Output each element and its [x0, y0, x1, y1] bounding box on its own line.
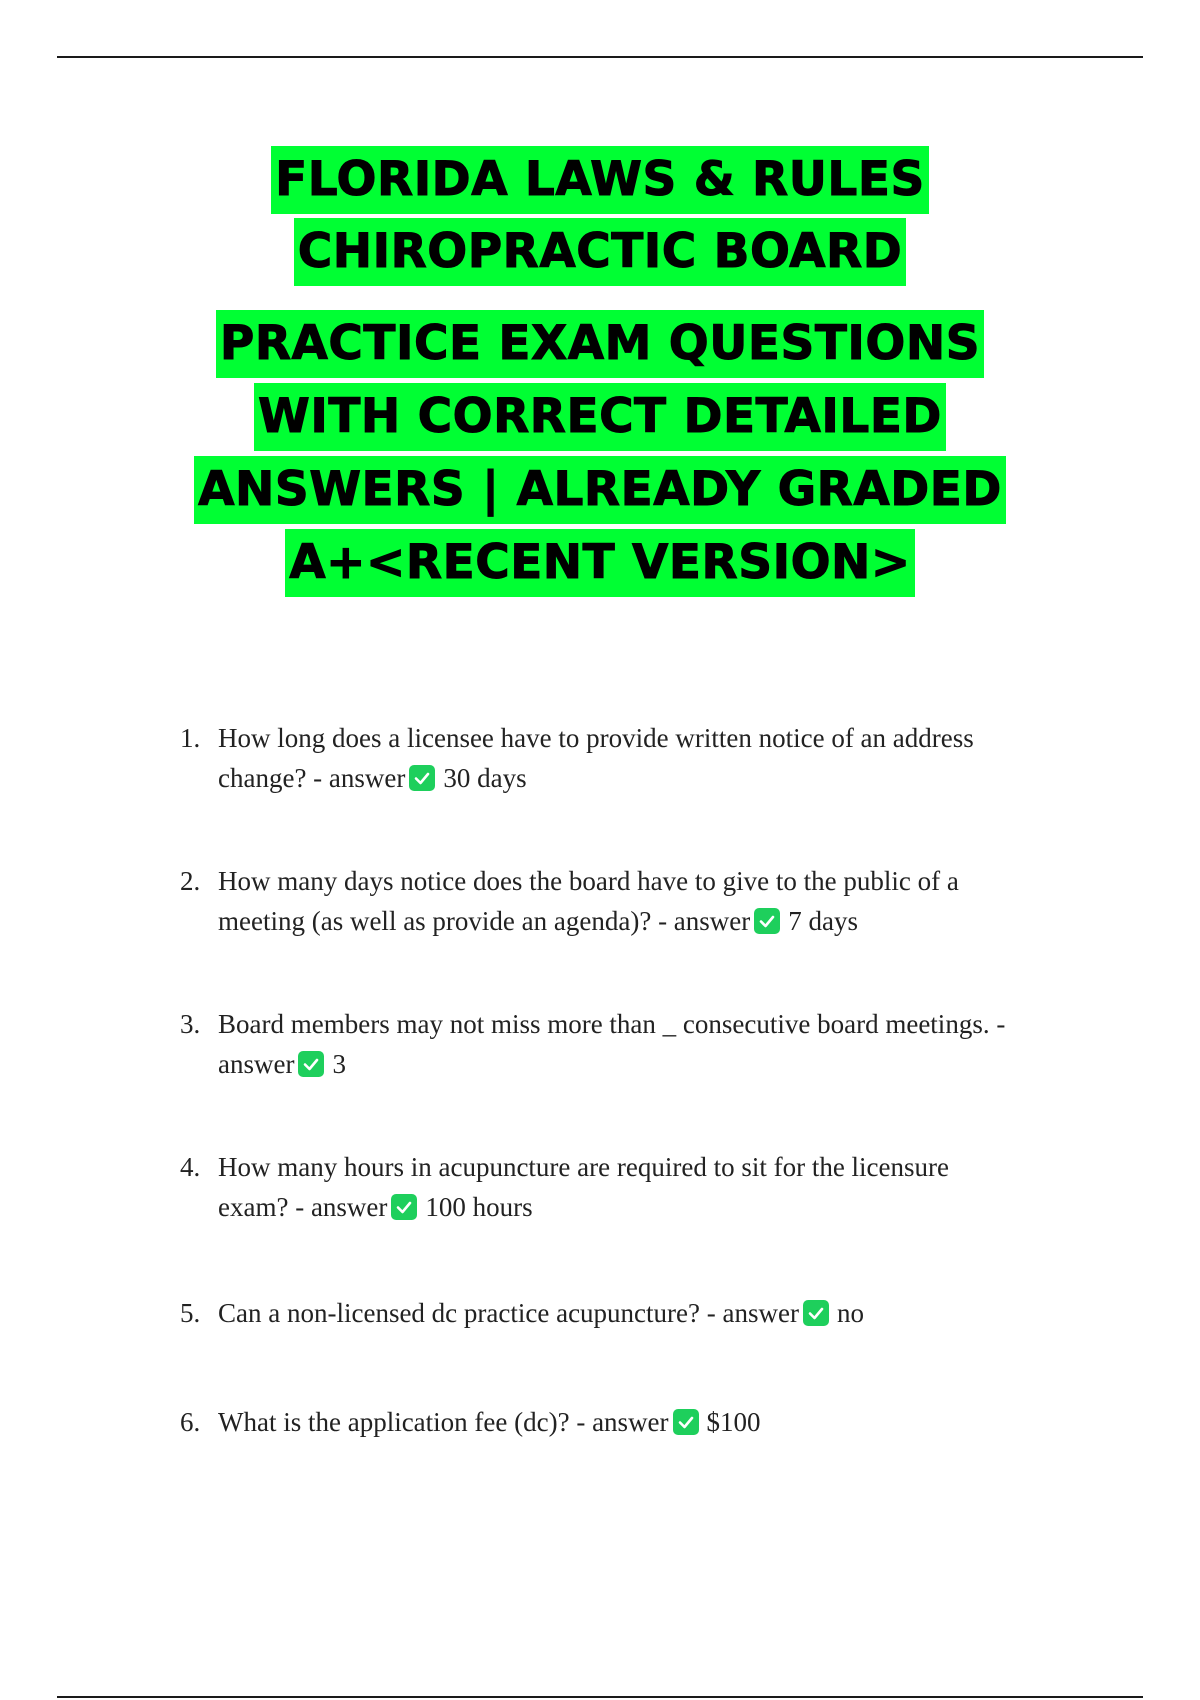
question-line: answer [218, 1049, 295, 1079]
document-title-part-1 [0, 146, 1200, 291]
question-line: Can a non-licensed dc practice acupuncture? - answer [218, 1298, 799, 1328]
title-line-4: WITH CORRECT DETAILED [254, 383, 946, 451]
title-line-6: A+<RECENT VERSION> [285, 529, 914, 597]
question-number: 6. [180, 1407, 201, 1437]
question-text [218, 718, 1060, 798]
title-line-1: FLORIDA LAWS & RULES [271, 146, 929, 214]
answer-text: 30 days [443, 763, 527, 793]
question-number: 5. [180, 1298, 201, 1328]
question-number: 4. [180, 1152, 201, 1182]
question-number: 2. [180, 866, 201, 896]
answer-text: 7 days [788, 906, 859, 936]
question-line: exam? - answer [218, 1192, 388, 1222]
question-text [218, 1402, 1060, 1442]
answer-text: 3 [332, 1049, 346, 1079]
check-box-icon [391, 1194, 417, 1220]
question-item [180, 1402, 1060, 1442]
question-line: How many hours in acupuncture are required to sit for the licensure [218, 1152, 950, 1182]
question-number: 1. [180, 723, 201, 753]
question-item [180, 1147, 1060, 1227]
title-line-5: ANSWERS | ALREADY GRADED [194, 456, 1006, 524]
question-line: How long does a licensee have to provide written notice of an address [218, 723, 974, 753]
question-line: meeting (as well as provide an agenda)? - answer [218, 906, 751, 936]
answer-text: no [836, 1298, 864, 1328]
answer-text: $100 [706, 1407, 761, 1437]
question-item [180, 1004, 1060, 1084]
question-text [218, 1147, 1060, 1227]
document-title-part-2 [0, 310, 1200, 602]
check-box-icon [298, 1051, 324, 1077]
check-box-icon [803, 1300, 829, 1326]
question-text [218, 1004, 1060, 1084]
question-item [180, 1293, 1060, 1333]
question-line: change? - answer [218, 763, 406, 793]
question-line: What is the application fee (dc)? - answer [218, 1407, 669, 1437]
question-text [218, 1293, 1060, 1333]
check-box-icon [754, 908, 780, 934]
check-box-icon [409, 765, 435, 791]
bottom-divider [57, 1696, 1143, 1698]
question-item [180, 718, 1060, 798]
check-box-icon [673, 1409, 699, 1435]
title-line-2: CHIROPRACTIC BOARD [294, 218, 906, 286]
top-divider [57, 56, 1143, 58]
question-number: 3. [180, 1009, 201, 1039]
question-item [180, 861, 1060, 941]
question-line: How many days notice does the board have to give to the public of a [218, 866, 959, 896]
question-line: Board members may not miss more than _ consecutive board meetings. - [218, 1009, 1006, 1039]
question-text [218, 861, 1060, 941]
answer-text: 100 hours [425, 1192, 533, 1222]
title-line-3: PRACTICE EXAM QUESTIONS [216, 310, 984, 378]
